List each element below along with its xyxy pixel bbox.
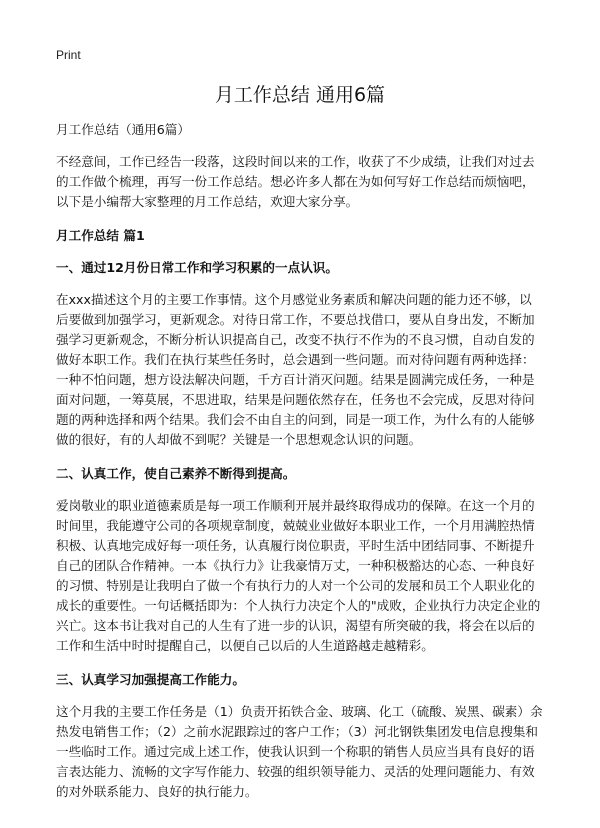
- section-3-body: 这个月我的主要工作任务是（1）负责开拓铁合金、玻璃、化工（硫酸、炭黑、碳素）余热发电销售工作；（2）之前水泥跟踪过的客户工作；（3）河北钢铁集团发电信息搜集和一些临时工作。通过完成上述工作，使我认识到一个称职的销售人员应当具有良好的语言表达能力、流畅的文字写作能力、较强的组织领导能力、灵活的处理问题能力、有效的对外联系能力、良好的执行能力。: [56, 704, 543, 799]
- section-3-heading: 三、认真学习加强提高工作能力。: [56, 672, 245, 687]
- print-label[interactable]: Print: [56, 48, 81, 62]
- document-title: 月工作总结 通用6篇: [214, 84, 386, 106]
- article-title: 月工作总结 篇1: [56, 228, 145, 243]
- document-content: [56, 120, 544, 816]
- document-subtitle: 月工作总结（通用6篇）: [56, 122, 190, 137]
- section-2-body: 爱岗敬业的职业道德素质是每一项工作顺利开展并最终取得成功的保障。在这一个月的时间里，我能遵守公司的各项规章制度，兢兢业业做好本职业工作，一个月用满腔热情积极、认真地完成好每一项任务，认真履行岗位职责，平时生活中团结同事、不断提升自己的团队合作精神。一本《执行力》让我豪情万丈，一种积极豁达的心态、一种良好的习惯、特别是让我明白了做一个有执行力的人对一个公司的发展和员工个人职业化的成长的重要性。一句话概括即为：个人执行力决定个人的"成败，企业执行力决定企业的兴亡。这本书让我对自己的人生有了进一步的认识，渴望有所突破的我，将会在以后的工作和生活中时时提醒自己，以便自己以后的人生道路越走越精彩。: [56, 498, 541, 653]
- section-1-heading: 一、通过12月份日常工作和学习积累的一点认识。: [56, 260, 338, 275]
- intro-paragraph: 不经意间，工作已经告一段落，这段时间以来的工作，收获了不少成绩，让我们对过去的工作做个梳理，再写一份工作总结。想必许多人都在为如何写好工作总结而烦恼吧，以下是小编帮大家整理的月工作总结，欢迎大家分享。: [56, 154, 535, 209]
- section-1-body: 在xxx描述这个月的主要工作事情。这个月感觉业务素质和解决问题的能力还不够，以后要做到加强学习，更新观念。对待日常工作，不要总找借口，要从自身出发，不断加强学习更新观念，不断分析认识提高自己，改变不执行不作为的不良习惯，自动自发的做好本职工作。我们在执行某些任务时，总会遇到一些问题。而对待问题有两种选择：一种不怕问题，想方设法解决问题，千方百计消灭问题。结果是圆满完成任务，一种是面对问题，一筹莫展，不思进取，结果是问题依然存在，任务也不会完成，反思对待问题的两种选择和两个结果。我们会不由自主的问到，同是一项工作，为什么有的人能够做的很好，有的人却做不到呢？关键是一个思想观念认识的问题。: [56, 292, 535, 447]
- section-2-heading: 二、认真工作，使自己素养不断得到提高。: [56, 466, 296, 481]
